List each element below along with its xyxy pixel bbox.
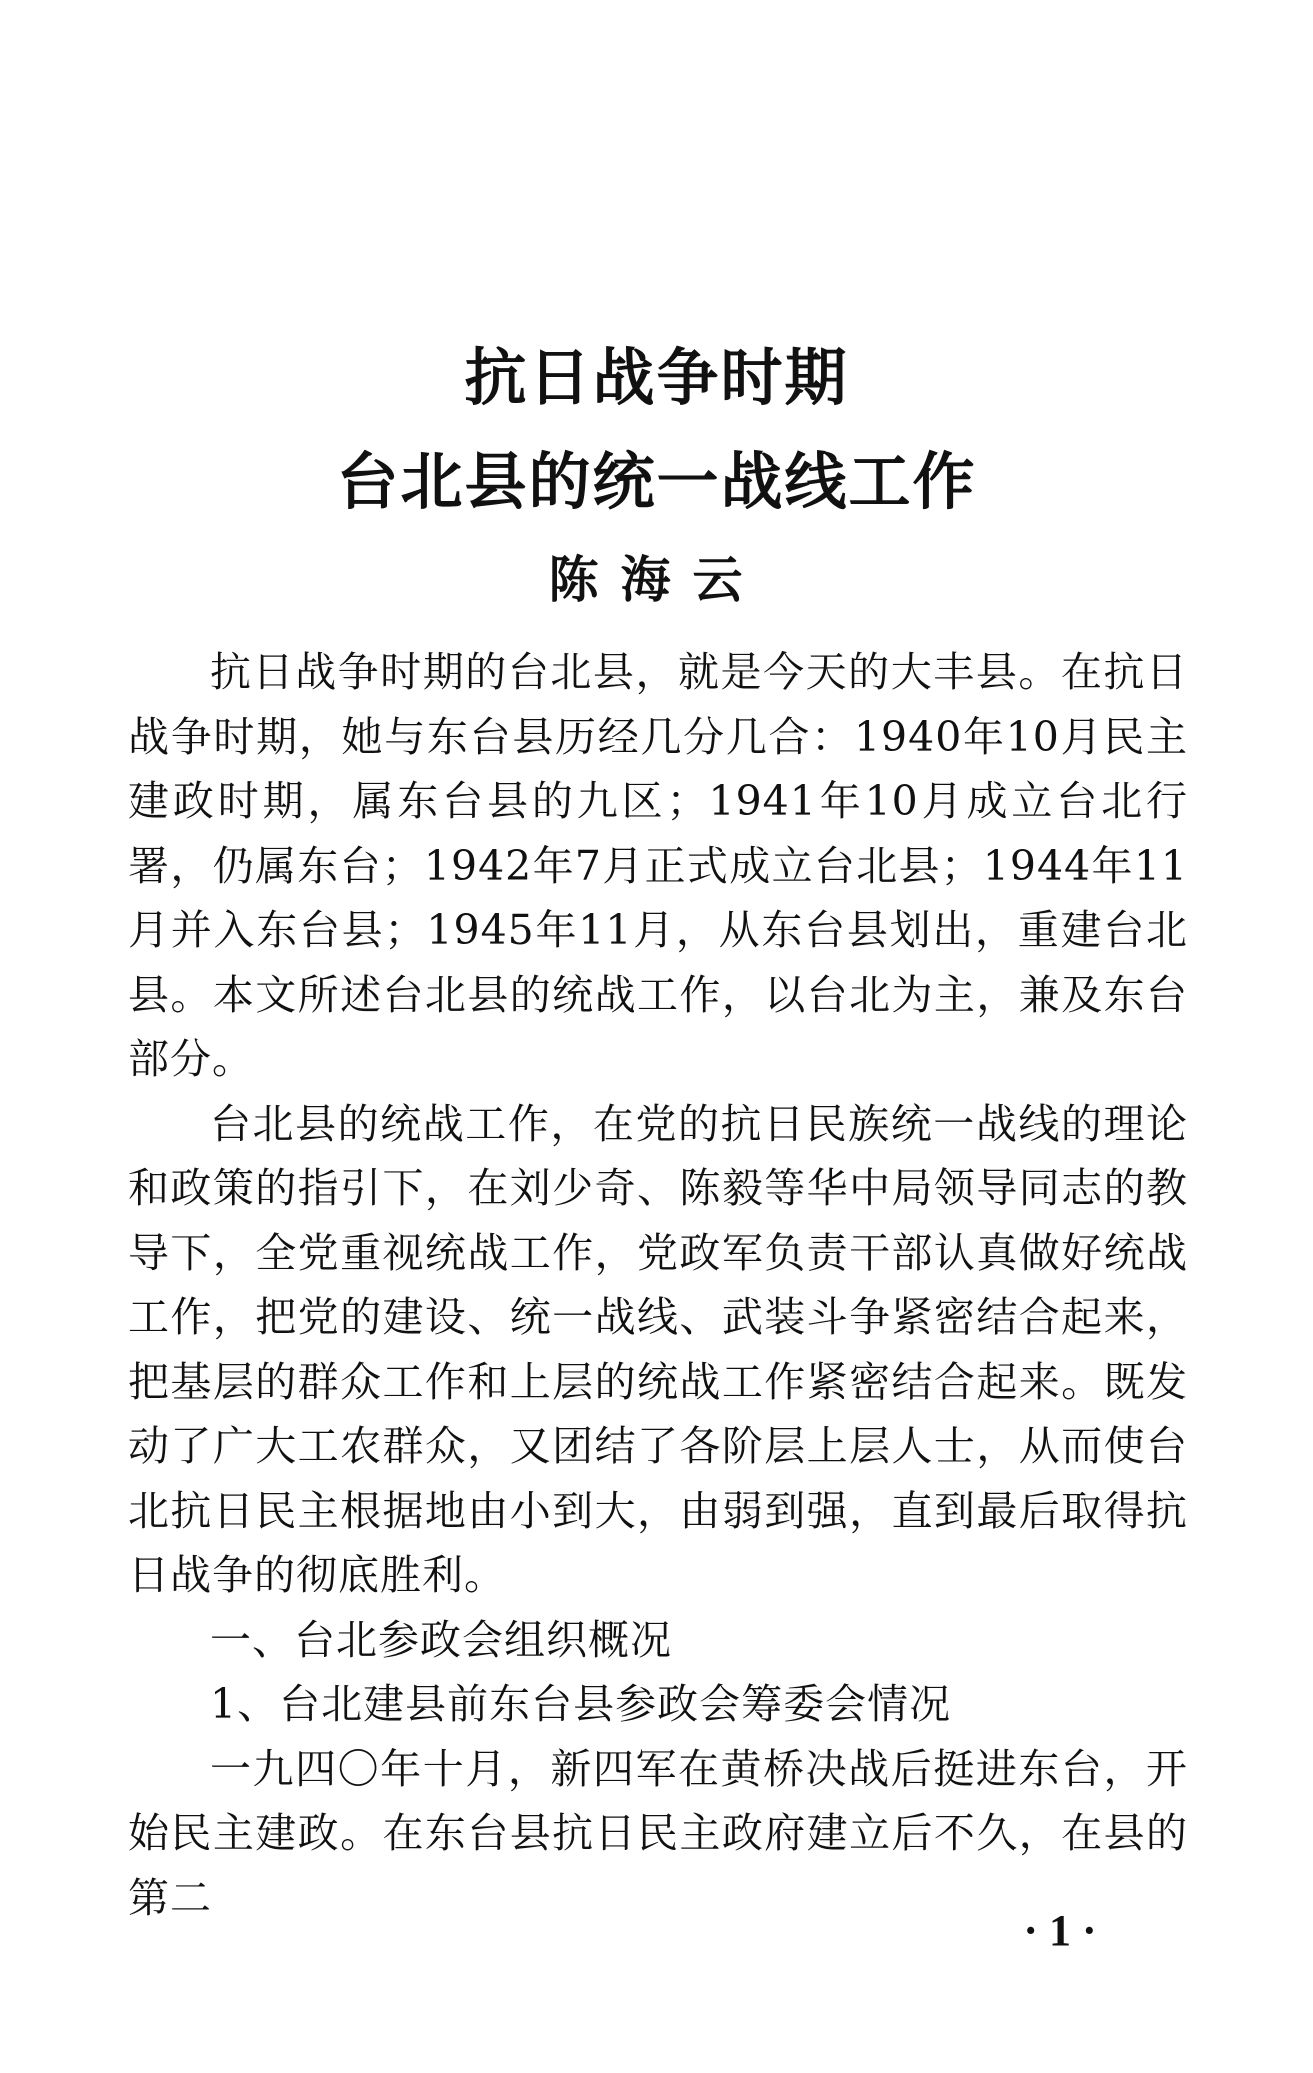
paragraph-overview: 台北县的统战工作，在党的抗日民族统一战线的理论和政策的指引下，在刘少奇、陈毅等华中局领导同志的教导下，全党重视统战工作，党政军负责干部认真做好统战工作，把党的建设、统一战线、武装斗争紧密结合起来，把基层的群众工作和上层的统战工作紧密结合起来。既发动了广大工农群众，又团结了各阶层上层人士，从而使台北抗日民主根据地由小到大，由弱到强，直到最后取得抗日战争的彻底胜利。 (128, 1099, 1188, 1599)
paragraph-intro: 抗日战争时期的台北县，就是今天的大丰县。在抗日战争时期，她与东台县历经几分几合：1940年10月民主建政时期，属东台县的九区；1941年10月成立台北行署，仍属东台；1942年7月正式成立台北县；1944年11月并入东台县；1945年11月，从东台县划出，重建台北县。本文所述台北县的统战工作，以台北为主，兼及东台部分。 (128, 648, 1188, 1083)
subsection-heading: 1、台北建县前东台县参政会筹委会情况 (210, 1680, 952, 1728)
paragraph-continued: 一九四〇年十月，新四军在黄桥决战后挺进东台，开始民主建政。在东台县抗日民主政府建立后不久，在县的第二 (128, 1744, 1188, 1922)
section-heading: 一、台北参政会组织概况 (210, 1615, 672, 1664)
article-body (128, 640, 1188, 1930)
title-line-2: 台北县的统一战线工作 (336, 445, 977, 518)
page-number: · 1 · (1023, 1906, 1097, 1955)
title-line-1: 抗日战争时期 (464, 341, 849, 414)
author-name: 陈海云 (548, 550, 765, 609)
